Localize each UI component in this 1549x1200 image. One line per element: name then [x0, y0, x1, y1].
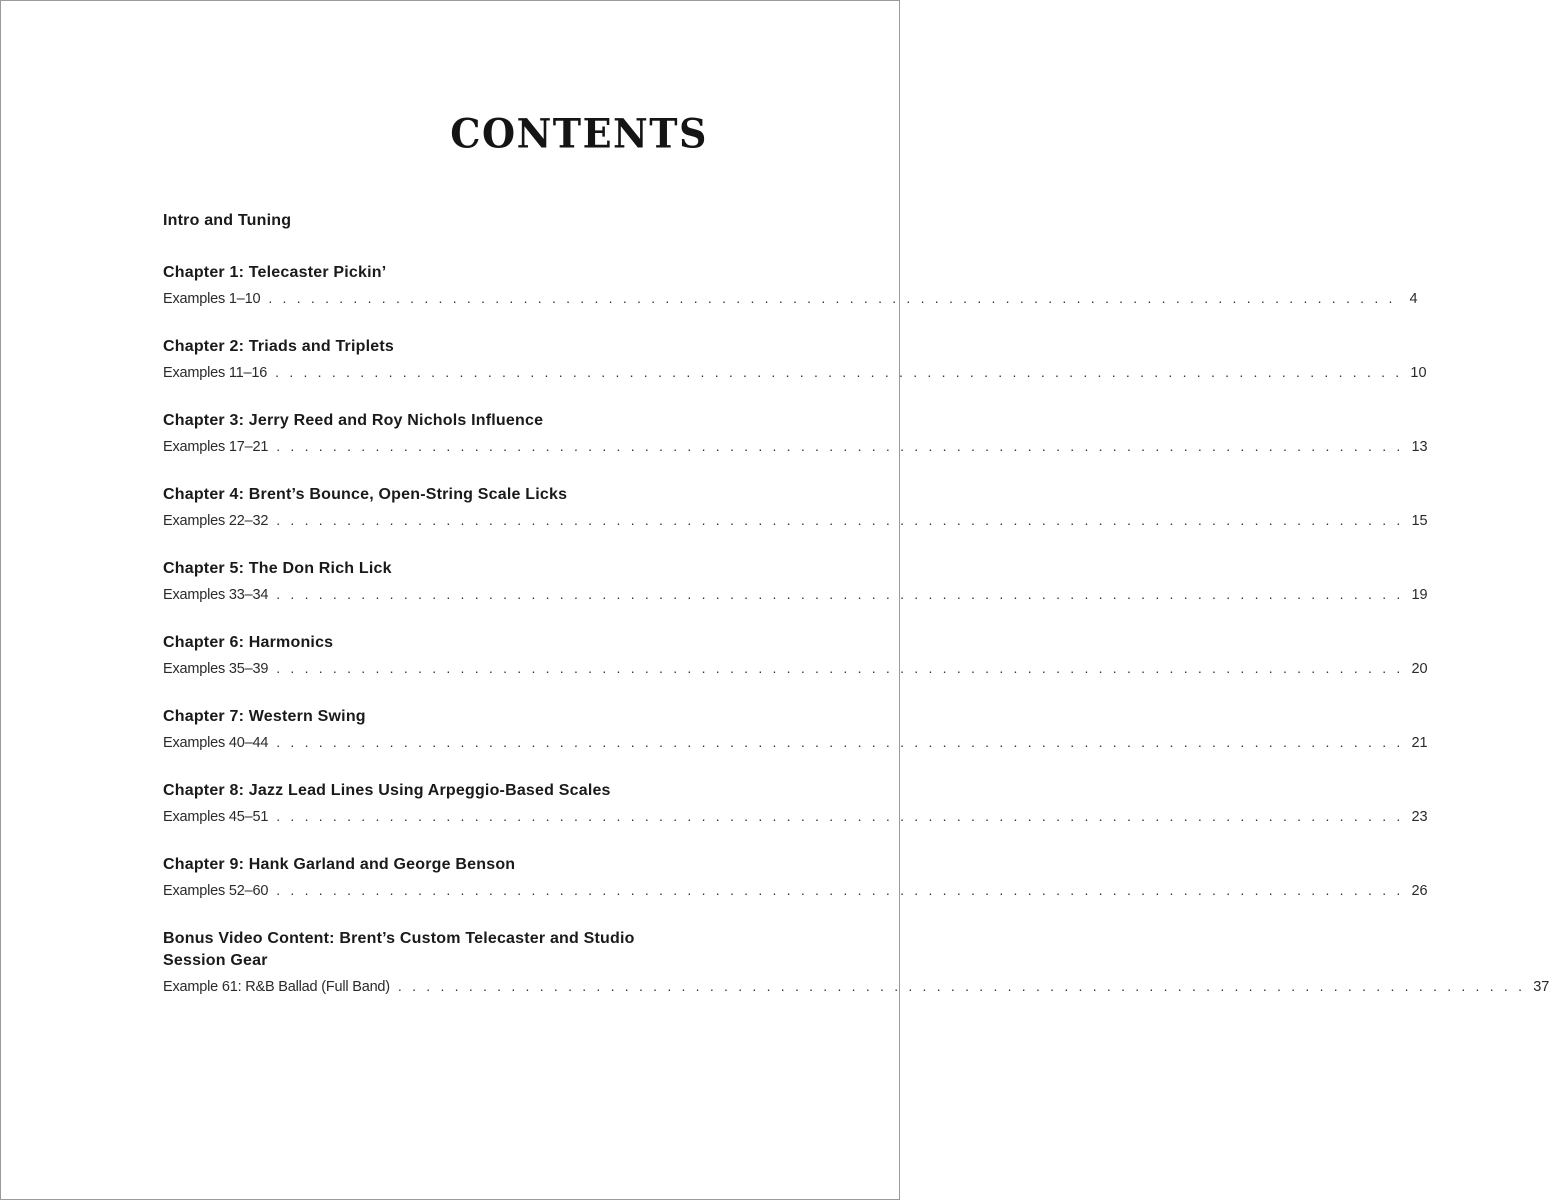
- chapter-title: Chapter 7: Western Swing: [163, 708, 366, 725]
- entry-label: Examples 35–39: [163, 661, 269, 677]
- entry-label: Examples 11–16: [163, 365, 268, 381]
- entry-label: Example 61: R&B Ballad (Full Band): [163, 979, 390, 995]
- page-number: 21: [1411, 735, 1428, 751]
- page-number: 13: [1411, 439, 1428, 455]
- toc-entry: [163, 584, 1428, 605]
- dot-leader: . . . . . . . . . . . . . . . . . . . . . . . . . . . . . . . . . . . . . . . . . . . . . . . . . . . . . . . . . . . . . . . . . . . . . . . . . . . . . . . .: [276, 660, 1404, 676]
- chapter-title: Chapter 1: Telecaster Pickin’: [163, 264, 387, 281]
- toc-entry: [163, 880, 1428, 901]
- chapter-title: Chapter 2: Triads and Triplets: [163, 338, 394, 355]
- page-number: 19: [1411, 587, 1428, 603]
- chapter-title: Bonus Video Content: Brent’s Custom Telecaster and Studio Session Gear: [163, 930, 635, 969]
- dot-leader: . . . . . . . . . . . . . . . . . . . . . . . . . . . . . . . . . . . . . . . . . . . . . . . . . . . . . . . . . . . . . . . . . . . . . . . . . . . . . . . .: [276, 808, 1404, 824]
- toc-chapter-1: [163, 262, 1418, 309]
- dot-leader: . . . . . . . . . . . . . . . . . . . . . . . . . . . . . . . . . . . . . . . . . . . . . . . . . . . . . . . . . . . . . . . . . . . . . . . . . . . . . . . .: [275, 364, 1403, 380]
- entry-label: Examples 45–51: [163, 809, 269, 825]
- chapter-title: Chapter 4: Brent’s Bounce, Open-String Scale Licks: [163, 486, 568, 503]
- toc-chapter-4: [163, 484, 1428, 531]
- toc-bonus-content: [163, 928, 1549, 997]
- chapter-title: Chapter 8: Jazz Lead Lines Using Arpeggio-Based Scales: [163, 782, 611, 799]
- chapter-title: Chapter 9: Hank Garland and George Benson: [163, 856, 516, 873]
- dot-leader: . . . . . . . . . . . . . . . . . . . . . . . . . . . . . . . . . . . . . . . . . . . . . . . . . . . . . . . . . . . . . . . . . . . . . . . . . . . . . . . .: [276, 438, 1404, 454]
- chapter-title: Chapter 5: The Don Rich Lick: [163, 560, 392, 577]
- toc-chapter-3: [163, 410, 1428, 457]
- dot-leader: . . . . . . . . . . . . . . . . . . . . . . . . . . . . . . . . . . . . . . . . . . . . . . . . . . . . . . . . . . . . . . . . . . . . . . . . . . . . . . . .: [276, 512, 1404, 528]
- entry-label: Examples 22–32: [163, 513, 269, 529]
- entry-label: Examples 52–60: [163, 883, 269, 899]
- toc-chapter-6: [163, 632, 1428, 679]
- page-number: 15: [1411, 513, 1428, 529]
- toc-entry: [163, 362, 1427, 383]
- entry-label: Examples 33–34: [163, 587, 269, 603]
- entry-label: Examples 40–44: [163, 735, 269, 751]
- page-number: 23: [1411, 809, 1428, 825]
- toc-entry: [163, 732, 1428, 753]
- chapter-title: Chapter 3: Jerry Reed and Roy Nichols Influence: [163, 412, 544, 429]
- dot-leader: . . . . . . . . . . . . . . . . . . . . . . . . . . . . . . . . . . . . . . . . . . . . . . . . . . . . . . . . . . . . . . . . . . . . . . . . . . . . . . . .: [276, 586, 1404, 602]
- page-number: 26: [1411, 883, 1428, 899]
- page-number: 20: [1411, 661, 1428, 677]
- table-of-contents: [163, 210, 1549, 1024]
- page-number: 37: [1533, 979, 1549, 995]
- toc-entry: [163, 510, 1428, 531]
- toc-entry: [163, 976, 1549, 997]
- chapter-title: Chapter 6: Harmonics: [163, 634, 334, 651]
- toc-entry: [163, 806, 1428, 827]
- toc-chapter-8: [163, 780, 1428, 827]
- dot-leader: . . . . . . . . . . . . . . . . . . . . . . . . . . . . . . . . . . . . . . . . . . . . . . . . . . . . . . . . . . . . . . . . . . . . . . . . . . . . . . . .: [268, 290, 1396, 306]
- toc-entry: [163, 658, 1428, 679]
- toc-entry: [163, 288, 1418, 309]
- dot-leader: . . . . . . . . . . . . . . . . . . . . . . . . . . . . . . . . . . . . . . . . . . . . . . . . . . . . . . . . . . . . . . . . . . . . . . . . . . . . . . . .: [276, 734, 1404, 750]
- entry-label: Examples 1–10: [163, 291, 261, 307]
- entry-label: Examples 17–21: [163, 439, 269, 455]
- toc-entry: [163, 436, 1428, 457]
- toc-intro-heading: Intro and Tuning: [163, 212, 292, 229]
- toc-chapter-2: [163, 336, 1427, 383]
- dot-leader: . . . . . . . . . . . . . . . . . . . . . . . . . . . . . . . . . . . . . . . . . . . . . . . . . . . . . . . . . . . . . . . . . . . . . . . . . . . . . . . .: [276, 882, 1404, 898]
- toc-chapter-7: [163, 706, 1428, 753]
- page-title: CONTENTS: [450, 109, 708, 157]
- toc-chapter-9: [163, 854, 1428, 901]
- page-number: 10: [1410, 365, 1427, 381]
- toc-chapter-5: [163, 558, 1428, 605]
- dot-leader: . . . . . . . . . . . . . . . . . . . . . . . . . . . . . . . . . . . . . . . . . . . . . . . . . . . . . . . . . . . . . . . . . . . . . . . . . . . . . . . .: [397, 978, 1526, 994]
- page-number: 4: [1409, 291, 1418, 307]
